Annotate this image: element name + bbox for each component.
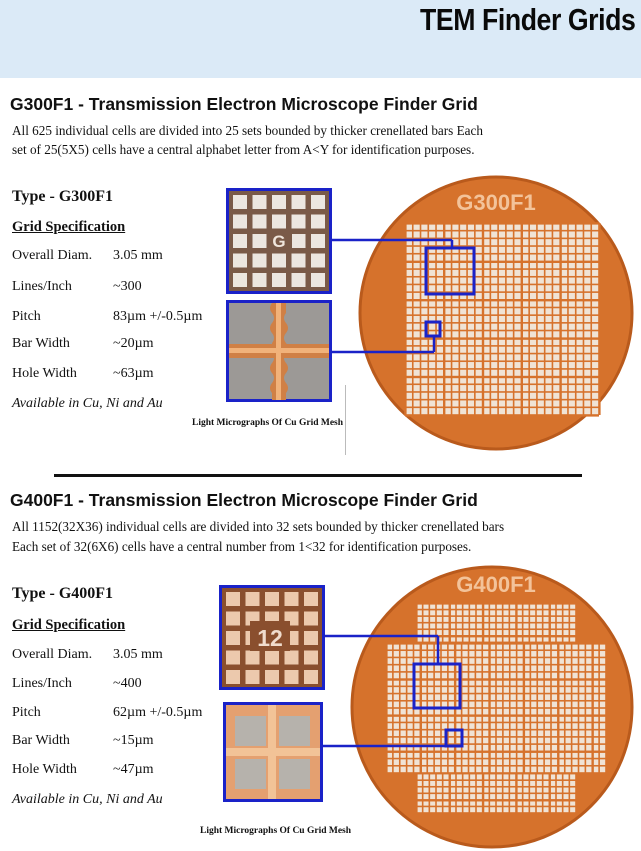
spec-heading: Grid Specification [12, 617, 126, 633]
disc-label: G400F1 [456, 572, 536, 597]
disc-label: G300F1 [456, 190, 536, 215]
section-desc-line2: set of 25(5X5) cells have a central alphabet letter from A<Y for identification purposes. [12, 142, 475, 157]
spec-label: Pitch [12, 309, 41, 324]
availability: Available in Cu, Ni and Au [12, 396, 163, 411]
section-desc-line1: All 1152(32X36) individual cells are divided into 32 sets bounded by thicker crenellated bars [12, 519, 505, 534]
spec-label: Overall Diam. [12, 248, 93, 263]
spec-value: 83µm +/-0.5µm [113, 309, 203, 324]
page-title: TEM Finder Grids [419, 2, 635, 37]
spec-label: Lines/Inch [12, 279, 72, 294]
spec-value: 3.05 mm [113, 248, 163, 263]
section-title-g300f1: G300F1 - Transmission Electron Microscope Finder Grid [10, 94, 478, 114]
spec-value: 3.05 mm [113, 647, 163, 662]
spec-label: Lines/Inch [12, 676, 72, 691]
availability: Available in Cu, Ni and Au [12, 792, 163, 807]
micrograph-grid-number: 12 [257, 625, 283, 651]
micrograph-grid-letter: G [272, 232, 286, 251]
type-label: Type - G300F1 [12, 188, 114, 205]
section-title-g400f1: G400F1 - Transmission Electron Microscope Finder Grid [10, 490, 478, 510]
micrograph-caption: Light Micrographs Of Cu Grid Mesh [192, 418, 344, 428]
spec-label: Bar Width [12, 336, 70, 351]
spec-label: Hole Width [12, 762, 77, 777]
section-desc-line1: All 625 individual cells are divided into 25 sets bounded by thicker crenellated bars Each [12, 123, 483, 138]
spec-value: ~47µm [113, 762, 154, 777]
spec-value: 62µm +/-0.5µm [113, 705, 203, 720]
spec-heading: Grid Specification [12, 219, 126, 235]
type-label: Type - G400F1 [12, 585, 114, 602]
spec-label: Overall Diam. [12, 647, 93, 662]
spec-label: Pitch [12, 705, 41, 720]
spec-label: Hole Width [12, 366, 77, 381]
spec-value: ~63µm [113, 366, 154, 381]
spec-value: ~15µm [113, 733, 154, 748]
spec-value: ~300 [113, 279, 142, 294]
spec-value: ~400 [113, 676, 142, 691]
section-desc-line2: Each set of 32(6X6) cells have a central number from 1<32 for identification purposes. [12, 539, 472, 554]
spec-label: Bar Width [12, 733, 70, 748]
spec-value: ~20µm [113, 336, 154, 351]
micrograph-caption: Light Micrographs Of Cu Grid Mesh [200, 826, 352, 836]
